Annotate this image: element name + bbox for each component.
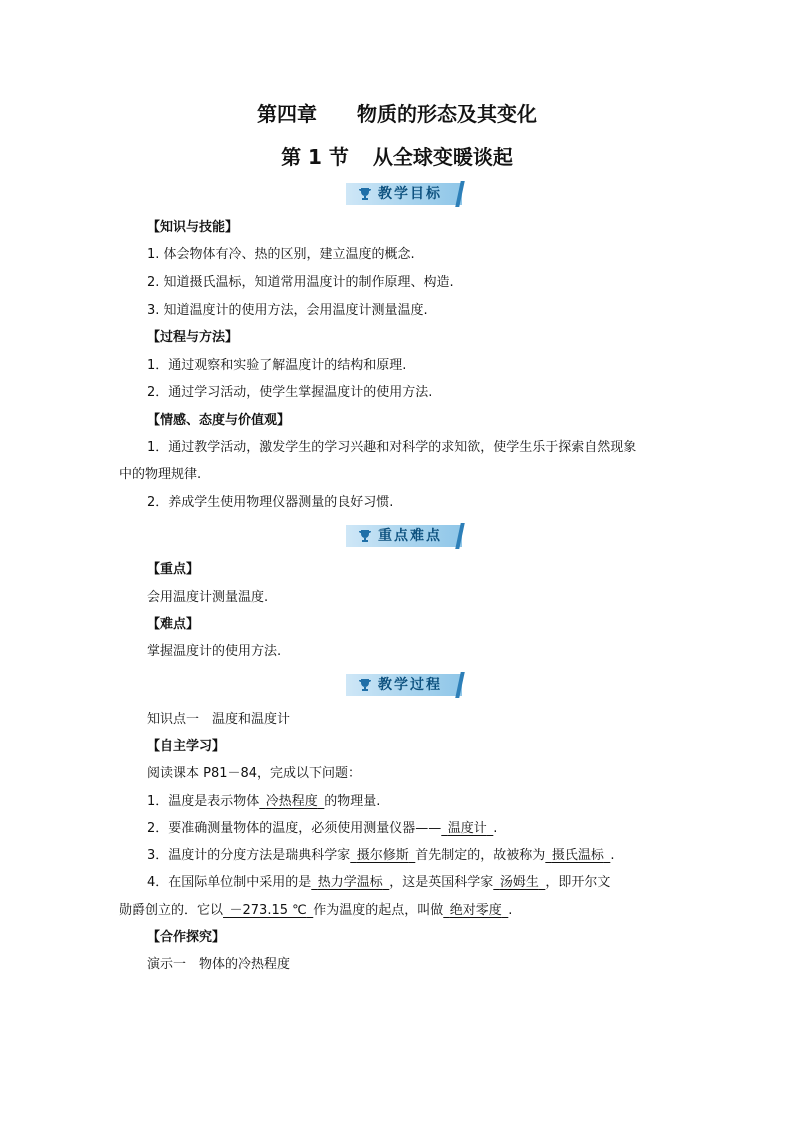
knowledge-point-title: 知识点一 温度和温度计 [147, 712, 291, 727]
section-title [0, 141, 794, 170]
chapter-name: 物质的形态及其变化 [357, 102, 537, 126]
answer-blank: 热力学温标 [317, 875, 383, 890]
focus-heading: 【重点】 [147, 562, 200, 577]
answer-blank: －273.15 ℃ [229, 903, 307, 918]
attitude-item-1-line-2: 中的物理规律. [119, 467, 202, 482]
process-item-1: 1．通过观察和实验了解温度计的结构和原理. [147, 358, 407, 373]
banner-objectives [346, 181, 470, 207]
banner-label: 教学过程 [378, 677, 442, 693]
answer-blank: 汤姆生 [499, 875, 539, 890]
process-heading: 【过程与方法】 [147, 330, 239, 345]
answer-blank: 摄氏温标 [551, 848, 604, 863]
focus-text: 会用温度计测量温度. [147, 590, 269, 605]
answer-blank: 摄尔修斯 [356, 848, 409, 863]
question-4-line-2: 勋爵创立的．它以 －273.15 ℃ 作为温度的起点，叫做 绝对零度 . [119, 903, 513, 918]
attitude-item-2: 2．养成学生使用物理仪器测量的良好习惯. [147, 495, 394, 510]
attitude-heading: 【情感、态度与价值观】 [147, 413, 291, 428]
cooperation-heading: 【合作探究】 [147, 930, 226, 945]
trophy-icon [358, 678, 372, 692]
trophy-icon [358, 187, 372, 201]
knowledge-item-3: 3. 知道温度计的使用方法，会用温度计测量温度. [147, 303, 428, 318]
section-number: 第 1 节 [281, 145, 349, 169]
answer-blank: 冷热程度 [265, 794, 318, 809]
banner-label: 教学目标 [378, 186, 442, 202]
chapter-title [0, 98, 794, 127]
section-name: 从全球变暖谈起 [372, 145, 513, 169]
question-1: 1．温度是表示物体 冷热程度 的物理量. [147, 794, 381, 809]
answer-blank: 绝对零度 [449, 903, 502, 918]
question-3: 3．温度计的分度方法是瑞典科学家 摄尔修斯 首先制定的，故被称为 摄氏温标 . [147, 848, 615, 863]
answer-blank: 温度计 [447, 821, 487, 836]
banner-label: 重点难点 [378, 528, 442, 544]
process-item-2: 2．通过学习活动，使学生掌握温度计的使用方法. [147, 385, 433, 400]
difficulty-heading: 【难点】 [147, 617, 200, 632]
question-4-line-1: 4．在国际单位制中采用的是 热力学温标 ，这是英国科学家 汤姆生 ，即开尔文 [147, 875, 611, 890]
chapter-number: 第四章 [257, 102, 317, 126]
knowledge-item-2: 2. 知道摄氏温标，知道常用温度计的制作原理、构造. [147, 275, 454, 290]
knowledge-heading: 【知识与技能】 [147, 220, 239, 235]
banner-process [346, 672, 470, 698]
question-2: 2．要准确测量物体的温度，必须使用测量仪器—— 温度计 . [147, 821, 498, 836]
demo-1-title: 演示一 物体的冷热程度 [147, 957, 291, 972]
self-study-heading: 【自主学习】 [147, 739, 226, 754]
banner-key-points [346, 523, 470, 549]
difficulty-text: 掌握温度计的使用方法. [147, 644, 282, 659]
knowledge-item-1: 1. 体会物体有冷、热的区别，建立温度的概念. [147, 247, 415, 262]
reading-instruction: 阅读课本 P81－84，完成以下问题： [147, 766, 362, 781]
attitude-item-1-line-1: 1．通过教学活动，激发学生的学习兴趣和对科学的求知欲，使学生乐于探索自然现象 [147, 440, 637, 455]
trophy-icon [358, 529, 372, 543]
